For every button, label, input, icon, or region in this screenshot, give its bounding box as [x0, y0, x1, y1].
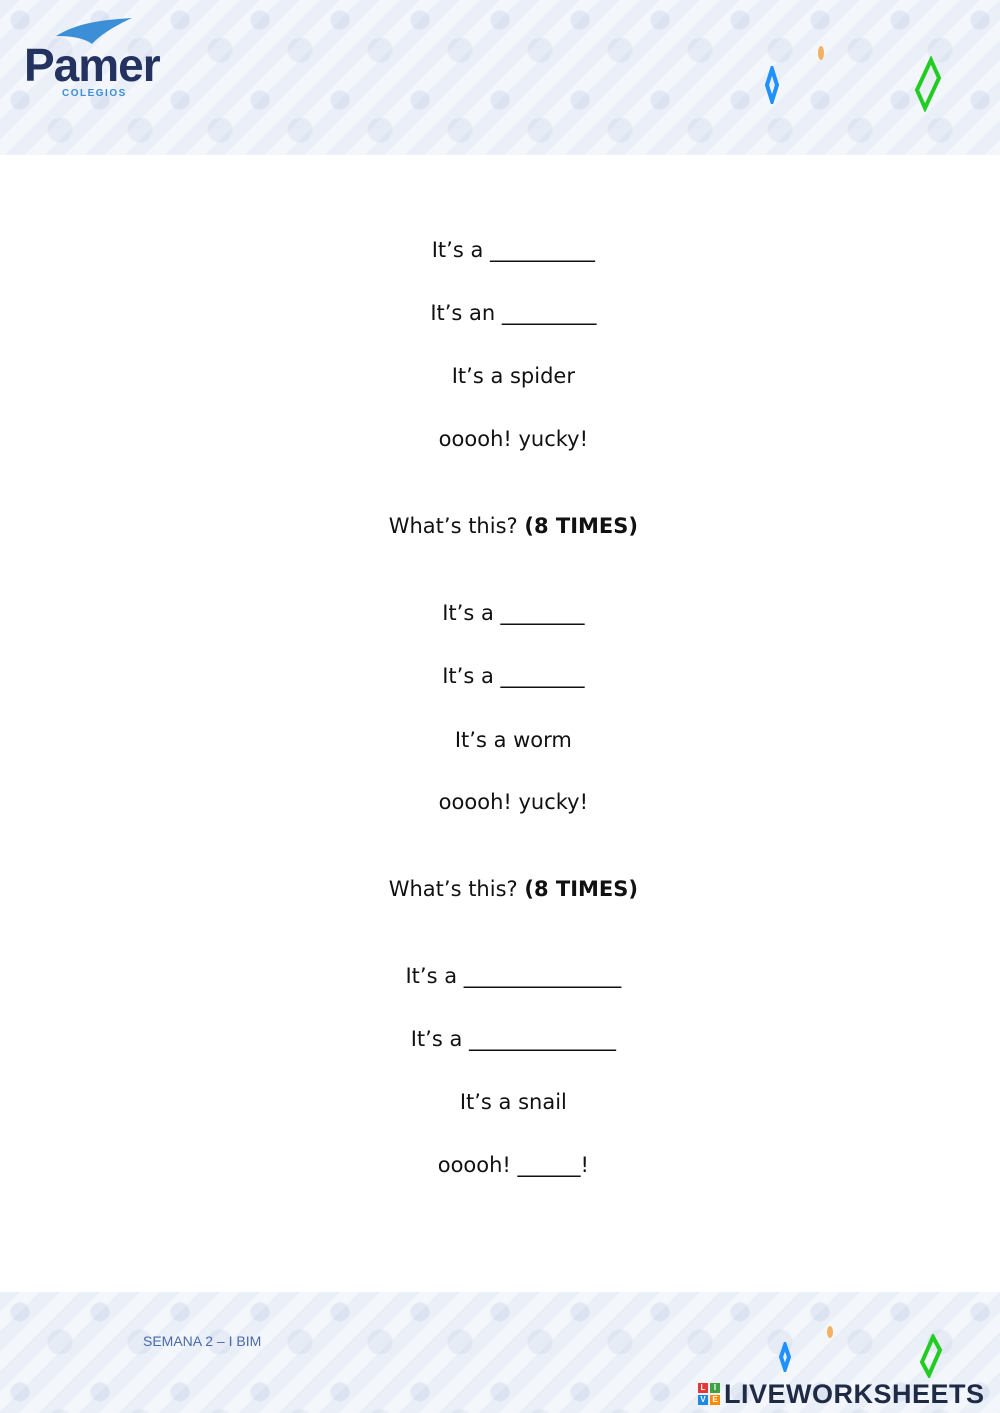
brand-name: Pamer	[24, 39, 160, 91]
liveworksheets-logo[interactable]	[698, 1378, 985, 1410]
blue-diamond-icon	[777, 1342, 793, 1372]
lyric-line: It’s a ________	[442, 601, 585, 625]
lyric-line: ooooh! yucky!	[438, 790, 589, 814]
liveworksheets-badge-icon: L I V E	[698, 1383, 720, 1405]
lyric-line: It’s a worm	[454, 728, 572, 752]
lyric-line: It’s a snail	[459, 1090, 567, 1114]
lyric-line: ooooh! ______!	[437, 1153, 589, 1177]
lyric-line: It’s a ______________	[410, 1027, 616, 1051]
lyric-line: ooooh! yucky!	[438, 427, 589, 451]
lyric-line: What’s this? (8 TIMES)	[388, 877, 638, 901]
liveworksheets-wordmark: LIVEWORKSHEETS	[724, 1378, 985, 1409]
lyric-line: It’s a ________	[442, 664, 585, 688]
brand-subtitle: COLEGIOS	[62, 88, 127, 99]
green-diamond-icon	[918, 1334, 944, 1378]
lyric-line: It’s a _______________	[405, 964, 622, 988]
lyric-line: It’s an _________	[430, 301, 597, 325]
week-label: SEMANA 2 – I BIM	[143, 1333, 262, 1349]
lyric-line: It’s a spider	[451, 364, 575, 388]
orange-drop-icon	[825, 1323, 835, 1341]
lyric-line: What’s this? (8 TIMES)	[388, 514, 638, 538]
lyric-line: It’s a __________	[431, 238, 595, 262]
